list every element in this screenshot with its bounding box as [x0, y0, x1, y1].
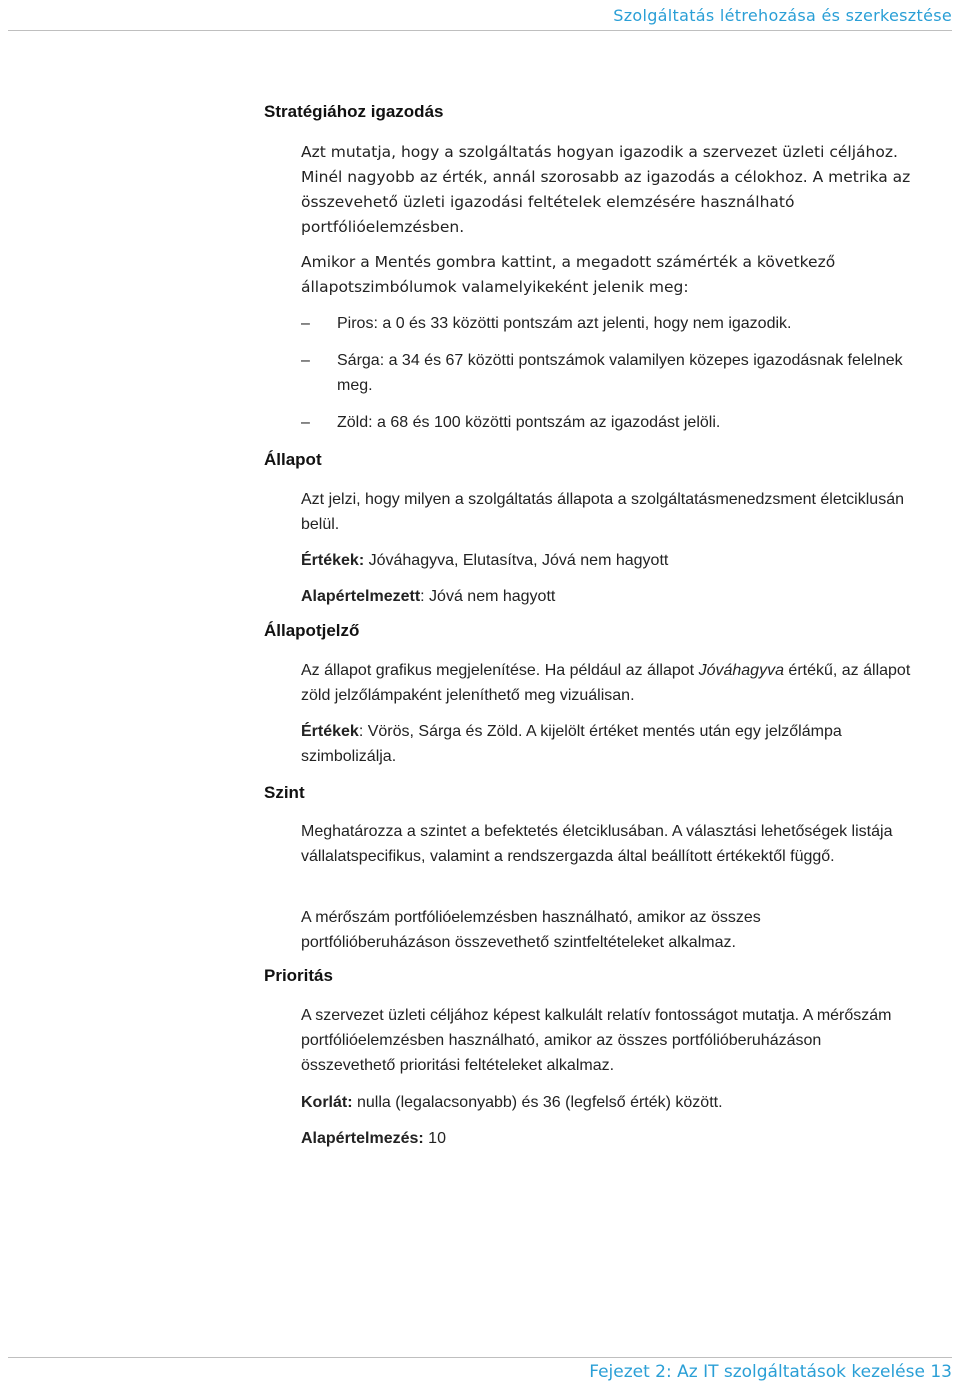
strategy-save-note: Amikor a Mentés gombra kattint, a megadott számérték a következő állapotszimbólumok valamelyikeként jelenik meg:: [301, 253, 836, 296]
bullet-text-yellow: Sárga: a 34 és 67 közötti pontszámok valamilyen közepes igazodásnak felelnek meg.: [337, 352, 903, 394]
footer-divider: [8, 1357, 952, 1358]
indicator-text-emphasis: Jóváhagyva: [698, 662, 784, 679]
priority-description: A szervezet üzleti céljához képest kalkulált relatív fontosságot mutatja. A mérőszám portfólióelemzésben használható, amikor az összes portfólióberuházáson összevethető prioritási feltételeket alkalmaz.: [301, 1007, 892, 1074]
heading-priority: Prioritás: [264, 966, 333, 985]
priority-limit-label: Korlát:: [301, 1094, 353, 1111]
level-portfolio-note: A mérőszám portfólióelemzésben használható, amikor az összes portfólióberuházáson összevethető szintfeltételeket alkalmaz.: [301, 909, 761, 951]
indicator-text-a: Az állapot grafikus megjelenítése. Ha például az állapot: [301, 662, 699, 679]
priority-limit-text: nulla (legalacsonyabb) és 36 (legfelső érték) között.: [352, 1094, 723, 1111]
bullet-dash: –: [301, 352, 310, 369]
level-description: Meghatározza a szintet a befektetés életciklusában. A választási lehetőségek listája vállalatspecifikus, valamint a rendszergazda által beállított értékektől függő.: [301, 823, 893, 865]
status-default: [301, 584, 941, 609]
heading-status-indicator: Állapotjelző: [264, 621, 360, 640]
heading-status: Állapot: [264, 450, 322, 469]
strategy-description: Azt mutatja, hogy a szolgáltatás hogyan igazodik a szervezet üzleti céljához. Minél nagyobb az érték, annál szorosabb az igazodás a célokhoz. A metrika az összevehető üzleti igazodási feltételek elemzésére használható portfólióelemzésben.: [301, 143, 911, 236]
status-values: [301, 548, 941, 573]
indicator-values: [301, 719, 941, 769]
bullet-text-red: Piros: a 0 és 33 közötti pontszám azt jelenti, hogy nem igazodik.: [337, 315, 792, 332]
indicator-text-b: értékű, az állapot zöld jelzőlámpaként jeleníthető meg vizuálisan.: [301, 662, 911, 704]
page-footer: [8, 1362, 952, 1382]
priority-default: [301, 1126, 941, 1151]
priority-limit: [301, 1090, 941, 1115]
indicator-values-text: : Vörös, Sárga és Zöld. A kijelölt értéket mentés után egy jelzőlámpa szimbolizálja.: [301, 723, 842, 765]
status-description: Azt jelzi, hogy milyen a szolgáltatás állapota a szolgáltatásmenedzsment életciklusán belül.: [301, 491, 904, 533]
status-default-label: Alapértelmezett: [301, 588, 421, 605]
footer-page-number: 13: [930, 1362, 952, 1382]
priority-default-label: Alapértelmezés:: [301, 1130, 424, 1147]
priority-default-text: 10: [423, 1130, 446, 1147]
indicator-values-label: Értékek: [301, 723, 359, 740]
heading-strategy-alignment: Stratégiához igazodás: [264, 102, 444, 121]
bullet-dash: –: [301, 315, 310, 332]
header-divider: [8, 30, 952, 31]
footer-chapter: Fejezet 2: Az IT szolgáltatások kezelése: [589, 1362, 925, 1382]
status-values-label: Értékek:: [301, 552, 365, 569]
bullet-dash: –: [301, 414, 310, 431]
heading-level: Szint: [264, 783, 305, 802]
indicator-description: [301, 658, 941, 708]
status-values-text: Jóváhagyva, Elutasítva, Jóvá nem hagyott: [364, 552, 669, 569]
status-default-text: : Jóvá nem hagyott: [420, 588, 556, 605]
page-header: [8, 6, 952, 25]
running-title: Szolgáltatás létrehozása és szerkesztése: [613, 6, 952, 25]
bullet-text-green: Zöld: a 68 és 100 közötti pontszám az igazodást jelöli.: [337, 414, 721, 431]
